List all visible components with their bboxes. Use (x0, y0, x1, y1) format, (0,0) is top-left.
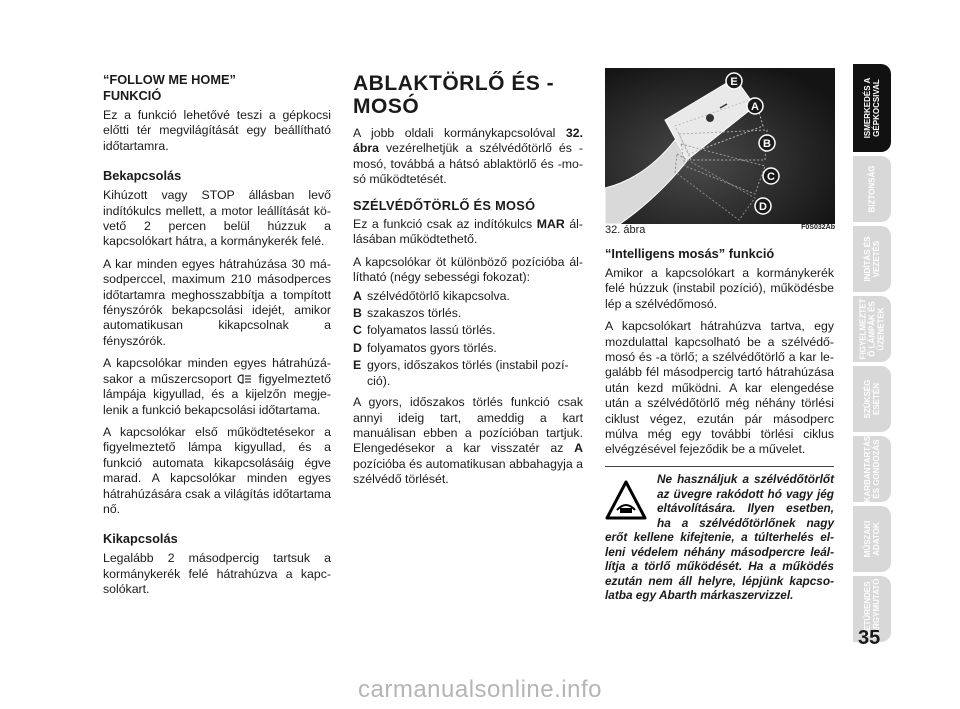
list-item: A szélvédőtörlő kikapcsolva. (353, 288, 510, 303)
paragraph: Legalább 2 másodpercig tartsuk a kormánykerék felé hátrahúzva a kapcsolókart. (103, 551, 331, 597)
tab-index[interactable]: BETŰRENDES TÁRGYMUTATÓ (853, 576, 891, 642)
position-label-b: B (763, 138, 771, 150)
paragraph: A kar minden egyes hátrahúzása 30 másodperccel, maximum 210 másodperces időtartamra meghosszabbítja a tompított fényszórók bekapcsolási idejét, amikor automatikusan kikapcsolnak a fényszórók. (103, 256, 331, 348)
tab-technical-data[interactable]: MŰSZAKI ADATOK (853, 506, 891, 572)
section-title-follow-me-home: “FOLLOW ME HOME” FUNKCIÓ (103, 72, 236, 103)
page-number: 35 (858, 627, 881, 649)
tab-warning-lights[interactable]: FIGYELMEZTET Ő LÁMPÁK ÉS ÜZENETEK (853, 296, 891, 362)
watermark: carmanualsonline.info (358, 676, 602, 703)
key-position: MAR (536, 217, 565, 232)
wiper-stalk-illustration (605, 68, 835, 224)
tab-safety[interactable]: BIZTONSÁG (853, 156, 891, 222)
tab-maintenance[interactable]: KARBANTARTÁS ÉS GONDOZÁS (853, 436, 891, 502)
position-label-a: A (751, 101, 759, 113)
list-item: E gyors, időszakos törlés (instabil pozíció). (353, 358, 569, 388)
wiper-stalk-figure (605, 68, 835, 224)
list-item: B szakaszos törlés. (353, 306, 462, 321)
subheading-off: Kikapcsolás (103, 531, 178, 547)
paragraph: A kapcsolókart hátrahúzva tartva, egy mozdulattal kapcsolható be a szélvédőmosó és -a törlő; a szélvédőtörlő a kar legalább fél másodpercig tartó hátrahúzása után kezd működni. A kar elengedése után a szélvédőtörlő még néhány törlési ciklust végez, ezután pár másodperc múlva még egy további törlési ciklus elvégzésével fejeződik be a művelet. (605, 319, 834, 457)
paragraph: A kapcsolókar első működtetésekor a figyelmeztető lámpa kigyullad, és a funkció automata kikapcsolásáig égve marad. A kapcsolókar minden egyes hátrahúzására csak a világítás időtartama nő. (103, 424, 331, 516)
column-intelligent-wash (605, 246, 834, 465)
chapter-tabs (853, 64, 893, 646)
position-label-d: D (759, 201, 767, 213)
paragraph: Kihúzott vagy STOP állásban levő indítókulcs mellett, a motor leállítását követő 2 percen belül húzzuk a kapcsolókart hátra, a kormánykerék felé. (103, 188, 331, 249)
paragraph: Ez a funkció lehetővé teszi a gépkocsi előtti tér megvilágítását egy beállítható időtartamra. (103, 108, 331, 153)
paragraph: Ez a funkció csak az indítókulcs MAR állásában működtethető. (353, 217, 584, 247)
paragraph: A gyors, időszakos törlés funkció csak annyi ideig tart, ameddig a kart manuálisan ebben a pozícióban tartjuk. Elengedésekor a kar visszatér az A pozícióba és automatikusan abbahagyja a szélvédő törlését. (353, 395, 583, 487)
section-title-wiper: ABLAKTÖRLŐ ÉS - MOSÓ (353, 72, 555, 118)
tab-emergency[interactable]: SZÜKSÉG ESETÉN (853, 366, 891, 432)
figure-caption: 32. ábra F0S032Ab (605, 224, 835, 236)
tab-getting-to-know[interactable]: ISMERKEDÉS A GÉPKOCSIVAL (853, 64, 891, 152)
headlight-icon (237, 374, 253, 384)
positions-list (353, 289, 583, 389)
list-item: C folyamatos lassú törlés. (353, 323, 496, 338)
figure-code: F0S032Ab (801, 224, 835, 231)
subheading-on: Bekapcsolás (103, 168, 182, 184)
list-item: D folyamatos gyors törlés. (353, 340, 497, 355)
paragraph: Amikor a kapcsolókart a kormánykerék felé húzzuk (instabil pozíció), működésbe lép a szélvédőmosó. (605, 266, 834, 311)
key-position: A (574, 441, 583, 456)
figure-reference: 32. ábra (353, 126, 583, 156)
paragraph: A jobb oldali kormánykapcsolóval 32. ábra vezérelhetjük a szélvédőtörlő és -mosó, továbbá a hátsó ablaktörlő és -mosó működtetését. (353, 126, 584, 187)
column-follow-me-home (103, 72, 331, 605)
warning-divider (605, 466, 834, 467)
warning-box: Ne használjuk a szélvédőtörlőt az üvegre rakódott hó vagy jég eltávolítására. Ilyen esetben, ha a szélvédőtörlőnek nagy erőt kellene kifejtenie, a túlterhelés elleni védelem néhány másodpercre leállítja a törlő működését. Ha a működés ezután nem áll helyre, lépjünk kapcsolatba egy Abarth márkaszervizzel. (605, 472, 834, 602)
column-wiper (353, 72, 583, 495)
position-label-c: C (767, 171, 775, 183)
paragraph: A kapcsolókar öt különböző pozícióba állítható (négy sebességi fokozat): (353, 254, 583, 285)
warning-triangle-icon (605, 480, 647, 520)
paragraph: A kapcsolókar minden egyes hátrahúzásakor a műszercsoport figyelmeztető lámpája kigyullad, és a kijelzőn megjelenik a funkció bekapcsolási időtartama. (103, 356, 331, 417)
subheading-windscreen: SZÉLVÉDŐTÖRLŐ ÉS MOSÓ (353, 197, 536, 213)
position-label-e: E (730, 76, 738, 88)
tab-starting-driving[interactable]: INDÍTÁS ÉS VEZETÉS (853, 226, 891, 292)
subheading-intelligent-wash: “Intelligens mosás” funkció (605, 246, 775, 261)
